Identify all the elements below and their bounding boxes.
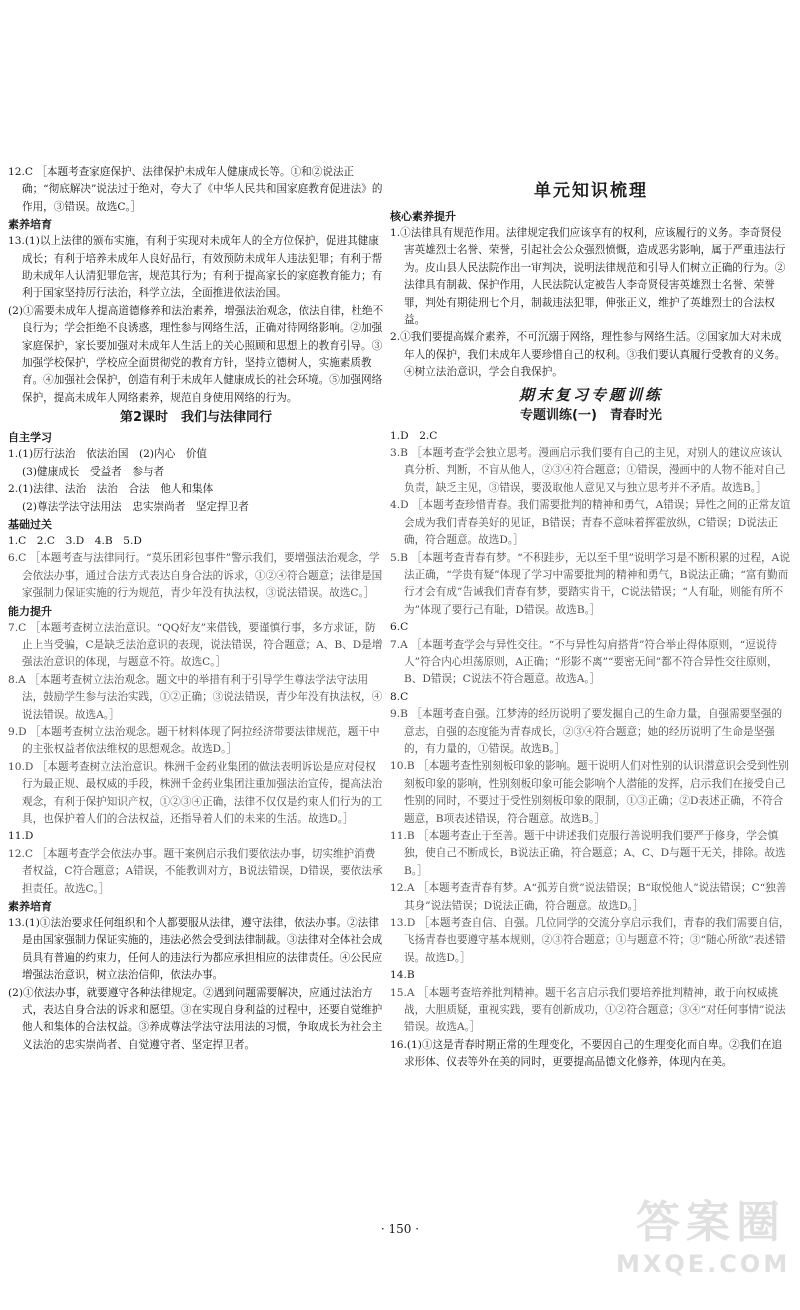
page-number: · 150 ·	[380, 1222, 420, 1236]
topic-answer-9: 9.B ［本题考查自强。江梦涛的经历说明了要发掘自己的生命力量，自强需要坚强的意志，自强的态度能为青春成长，②③④符合题意；她的经历说明了生命是坚强的，有力量的，①错误。故选B。］	[390, 708, 783, 755]
answer-10: 10.D ［本题考查树立法治意识。株洲千金药业集团的做法表明诉讼是应对侵权行为最正规、最权威的手段，株洲千金药业集团注重加强法治宣传，提高法治观念，有利于保护知识产权，①②③④正确，法律不仅仅是约束人们行为的工具，也保护着人们的合法权益，还指导着人们的未来的生活。故选D。］	[8, 760, 383, 825]
right-column	[390, 164, 792, 1072]
site-watermark	[616, 1196, 791, 1296]
zizhu-answer-2: 2.(1)法律、法治 法治 合法 他人和集体	[8, 483, 214, 496]
topic-answer-7: 7.A ［本题考查学会与异性交往。“不与异性勾肩搭背”符合举止得体原则，“逗说待人”符合内心坦荡原则，A正确；“形影不离”“要密无间”都不符合异性交往原则，B、D错误；C说法不符合题意。故选A。］	[390, 638, 778, 686]
unit-title: 单元知识梳理	[534, 181, 648, 201]
answer-12-prev: 12.C ［本题考查家庭保护、法律保护未成年人健康成长等。①和②说法正确；“彻底解决”说法过于绝对，夸大了《中华人民共和国家庭教育促进法》的作用，③错误。故选C。］	[8, 166, 383, 213]
section-heading-jichu: 基础过关	[8, 517, 52, 531]
lesson-title: 第2课时 我们与法律同行	[119, 410, 273, 426]
section-heading-suyang-2: 素养培育	[8, 900, 52, 914]
section-heading-hexin: 核心素养提升	[390, 210, 456, 223]
topic-answer-10: 10.B ［本题考查性别刻板印象的影响。题干说明人们对性别的认识潜意识会受到性别刻板印象的影响，性别刻板印象可能会影响个人潜能的发挥，启示我们在接受自己性别的同时，不要过于受性别刻板印象的限制，①③正确；②D表述正确，不符合题意，B项表述错误，符合题意。故选B。］	[390, 760, 789, 825]
zizhu-answer-2b: (2)尊法学法守法用法 忠实崇尚者 坚定捍卫者	[22, 500, 249, 513]
core-answer-1: 1.①法律具有规范作用。法律规定我们应该享有的权利，应该履行的义务。李奇贤侵害英雄烈士名誉、荣誉，引起社会公众强烈愤慨，造成恶劣影响，属于严重违法行为。皮山县人民法院作出一审判决，说明法律规范和引导人们树立正确的行为。②法律具有制裁、保护作用，人民法院认定被告人李奇贤侵害英雄烈士名誉、荣誉罪，判处有期徒刑七个月，制裁违法犯罪，伸张正义，维护了英雄烈士的合法权益。	[390, 227, 786, 327]
topic-answer-14: 14.B	[390, 969, 415, 982]
answer-7: 7.C ［本题考查树立法治意识。“QQ好友”来借钱，要谨慎行事，多方求证，防止上当受骗，C是缺乏法治意识的表现，说法错误，符合题意；A、B、D是增强法治意识的体现，与题意不符。故选C。］	[8, 621, 383, 669]
topic-answer-13: 13.D ［本题考查自信、自强。几位同学的交流分享启示我们，青春的我们需要自信，飞扬青春也要遵守基本规则，②③符合题意；①与题意不符；③“随心所欲”表述错误。故选D。］	[390, 917, 790, 964]
topic-answer-12: 12.A ［本题考查青春有梦。A“孤芳自赏”说法错误；B“取悦他人”说法错误；C“独善其身”说法错误；D说法正确，符合题意。故选D。］	[390, 882, 787, 912]
topic-answer-4: 4.D ［本题考查珍惜青春。我们需要批判的精神和勇气，A错误；异性之间的正常友谊会成为我们青春美好的见证，B错误；青春不意味着挥霍放纵，C错误；D说法正确，符合题意。故选D。］	[390, 499, 791, 547]
topic-answer-16: 16.(1)①这是青春时期正常的生理变化，不要因自己的生理变化而自卑。②我们在追求形体、仪表等外在美的同时，更要提高品德文化修养，体现内在美。	[390, 1038, 783, 1069]
watermark-logo-text: 答案圈	[636, 1197, 786, 1248]
answer-12: 12.C ［本题考查学会依法办事。题干案例启示我们要依法办事，切实维护消费者权益，C符合题意；A错误，不能教训对方，B说法错误，D错误，要依法承担责任。故选C。］	[8, 847, 383, 895]
answer-13b-part1: 13.(1)①法治要求任何组织和个人都要服从法律，遵守法律，依法办事。②法律是由国家强制力保证实施的，违法必然会受到法律制裁。③法律对全体社会成员具有普遍的约束力，任何人的违法行为都应承担相应的法律责任。④公民应增强法治意识，树立法治信仰，依法办事。	[8, 917, 383, 982]
topic-answer-3: 3.B ［本题考查学会独立思考。漫画启示我们要有自己的主见，对别人的建议应该认真分析、判断，不盲从他人，②③④符合题意；①错误，漫画中的人物不能对自己负责，缺乏主见，③错误，要汲取他人意见又与独立思考并不矛盾。故选B。］	[390, 447, 786, 494]
zizhu-answer-1b: (3)健康成长 受益者 参与者	[22, 465, 165, 478]
zizhu-answer-1: 1.(1)厉行法治 依法治国 (2)内心 价值	[8, 448, 208, 461]
section-heading-suyang: 素养培育	[8, 218, 52, 232]
answer-8: 8.A ［本题考查树立法治观念。题文中的举措有利于引导学生尊法学法守法用法，鼓励学生参与法治实践，①②正确；③说法错误，青少年没有执法权，④说法错误。故选A。］	[8, 673, 383, 721]
topic-title: 专题训练(一) 青春时光	[520, 407, 662, 423]
section-heading-zizhu: 自主学习	[8, 431, 52, 445]
answer-6: 6.C ［本题考查与法律同行。“莫乐团彩包事件”警示我们，要增强法治观念，学会依法办事，通过合法方式表达自身合法的诉求，①②④符合题意；法律是国家强制力保证实施的行为规范，青少年没有执法权，③说法错误。故选C。］	[8, 552, 383, 600]
topic-answer-15: 15.A ［本题考查培养批判精神。题干名言启示我们要培养批判精神，敢于向权威挑战，大胆质疑，重视实践，要有创新成功，①②符合题意；③④“对任何事情”说法错误。故选A。］	[390, 986, 786, 1034]
topic-answer-8: 8.C	[390, 690, 409, 703]
answer-11: 11.D	[8, 830, 34, 843]
answer-13b-part2: (2)①依法办事，就要遵守各种法律规定。②遇到问题需要解决，应通过法治方式，表达自身合法的诉求和愿望。③在实现自身利益的过程中，还要自觉维护他人和集体的合法权益。③养成尊法学法守法用法的习惯，争取成长为社会主义法治的忠实崇尚者、自觉遵守者、坚定捍卫者。	[8, 986, 383, 1051]
section-heading-nengli: 能力提升	[8, 604, 52, 618]
review-title: 期末复习专题训练	[518, 385, 663, 404]
answer-9: 9.D ［本题考查树立法治观念。题干材料体现了阿拉经济带要法律规范，题干中的主张权益者依法维权的思想观念。故选D。］	[8, 725, 380, 756]
jichu-answers: 1.C 2.C 3.D 4.B 5.D	[8, 534, 142, 547]
answer-13-part2: (2)①需要未成年人提高道德修养和法治素养，增强法治观念，依法自律，杜绝不良行为；学会拒绝不良诱惑，理性参与网络生活，正确对待网络影响。②加强家庭保护，家长要加强对未成年人生活上的关心照顾和思想上的教育引导。③加强学校保护，学校应全面贯彻党的教育方针，坚持立德树人，实施素质教育。④加强社会保护，创造有利于未成年人健康成长的社会环境。⑤加强网络保护，提高未成年人网络素养，规范自身使用网络的行为。	[8, 304, 384, 404]
topic-answer-6: 6.C	[390, 621, 409, 634]
left-column	[8, 164, 384, 1054]
answer-13-part1: 13.(1)以上法律的颁布实施，有利于实现对未成年人的全方位保护，促进其健康成长；有利于培养未成年人良好品行，有效预防未成年人违法犯罪；有利于帮助未成年人认清犯罪危害，规范其行为；有利于提高家长的家庭教育能力；有利于国家坚持厉行法治，科学立法，全面推进依法治国。	[8, 235, 383, 300]
watermark-url-text: MXQE.COM	[616, 1250, 791, 1278]
core-answer-2: 2.①我们要提高媒介素养，不可沉溺于网络，理性参与网络生活。②国家加大对未成年人的保护，我们未成年人要珍惜自己的权利。③我们要认真履行受教育的义务。④树立法治意识，学会自我保护。	[390, 331, 786, 379]
topic-answer-11: 11.B ［本题考查止于至善。题干中讲述我们克服行善说明我们要严于修身，学会慎独，使自己不断成长，B说法正确，符合题意；A、C、D与题干无关，排除。故选B。］	[390, 830, 786, 877]
topic-answer-5: 5.B ［本题考查青春有梦。“不积跬步，无以至千里”说明学习是不断积累的过程，A说法正确，“学贵有疑”体现了学习中需要批判的精神和勇气，B说法正确；“富有勤而行才会有成”告诫我们青春有梦，要踏实肯干，C说法错误；“人有耻，则能有所不为”体现了要行己有耻，D错误。故选B。］	[390, 551, 790, 616]
topic-answer-1-2: 1.D 2.C	[390, 429, 438, 442]
